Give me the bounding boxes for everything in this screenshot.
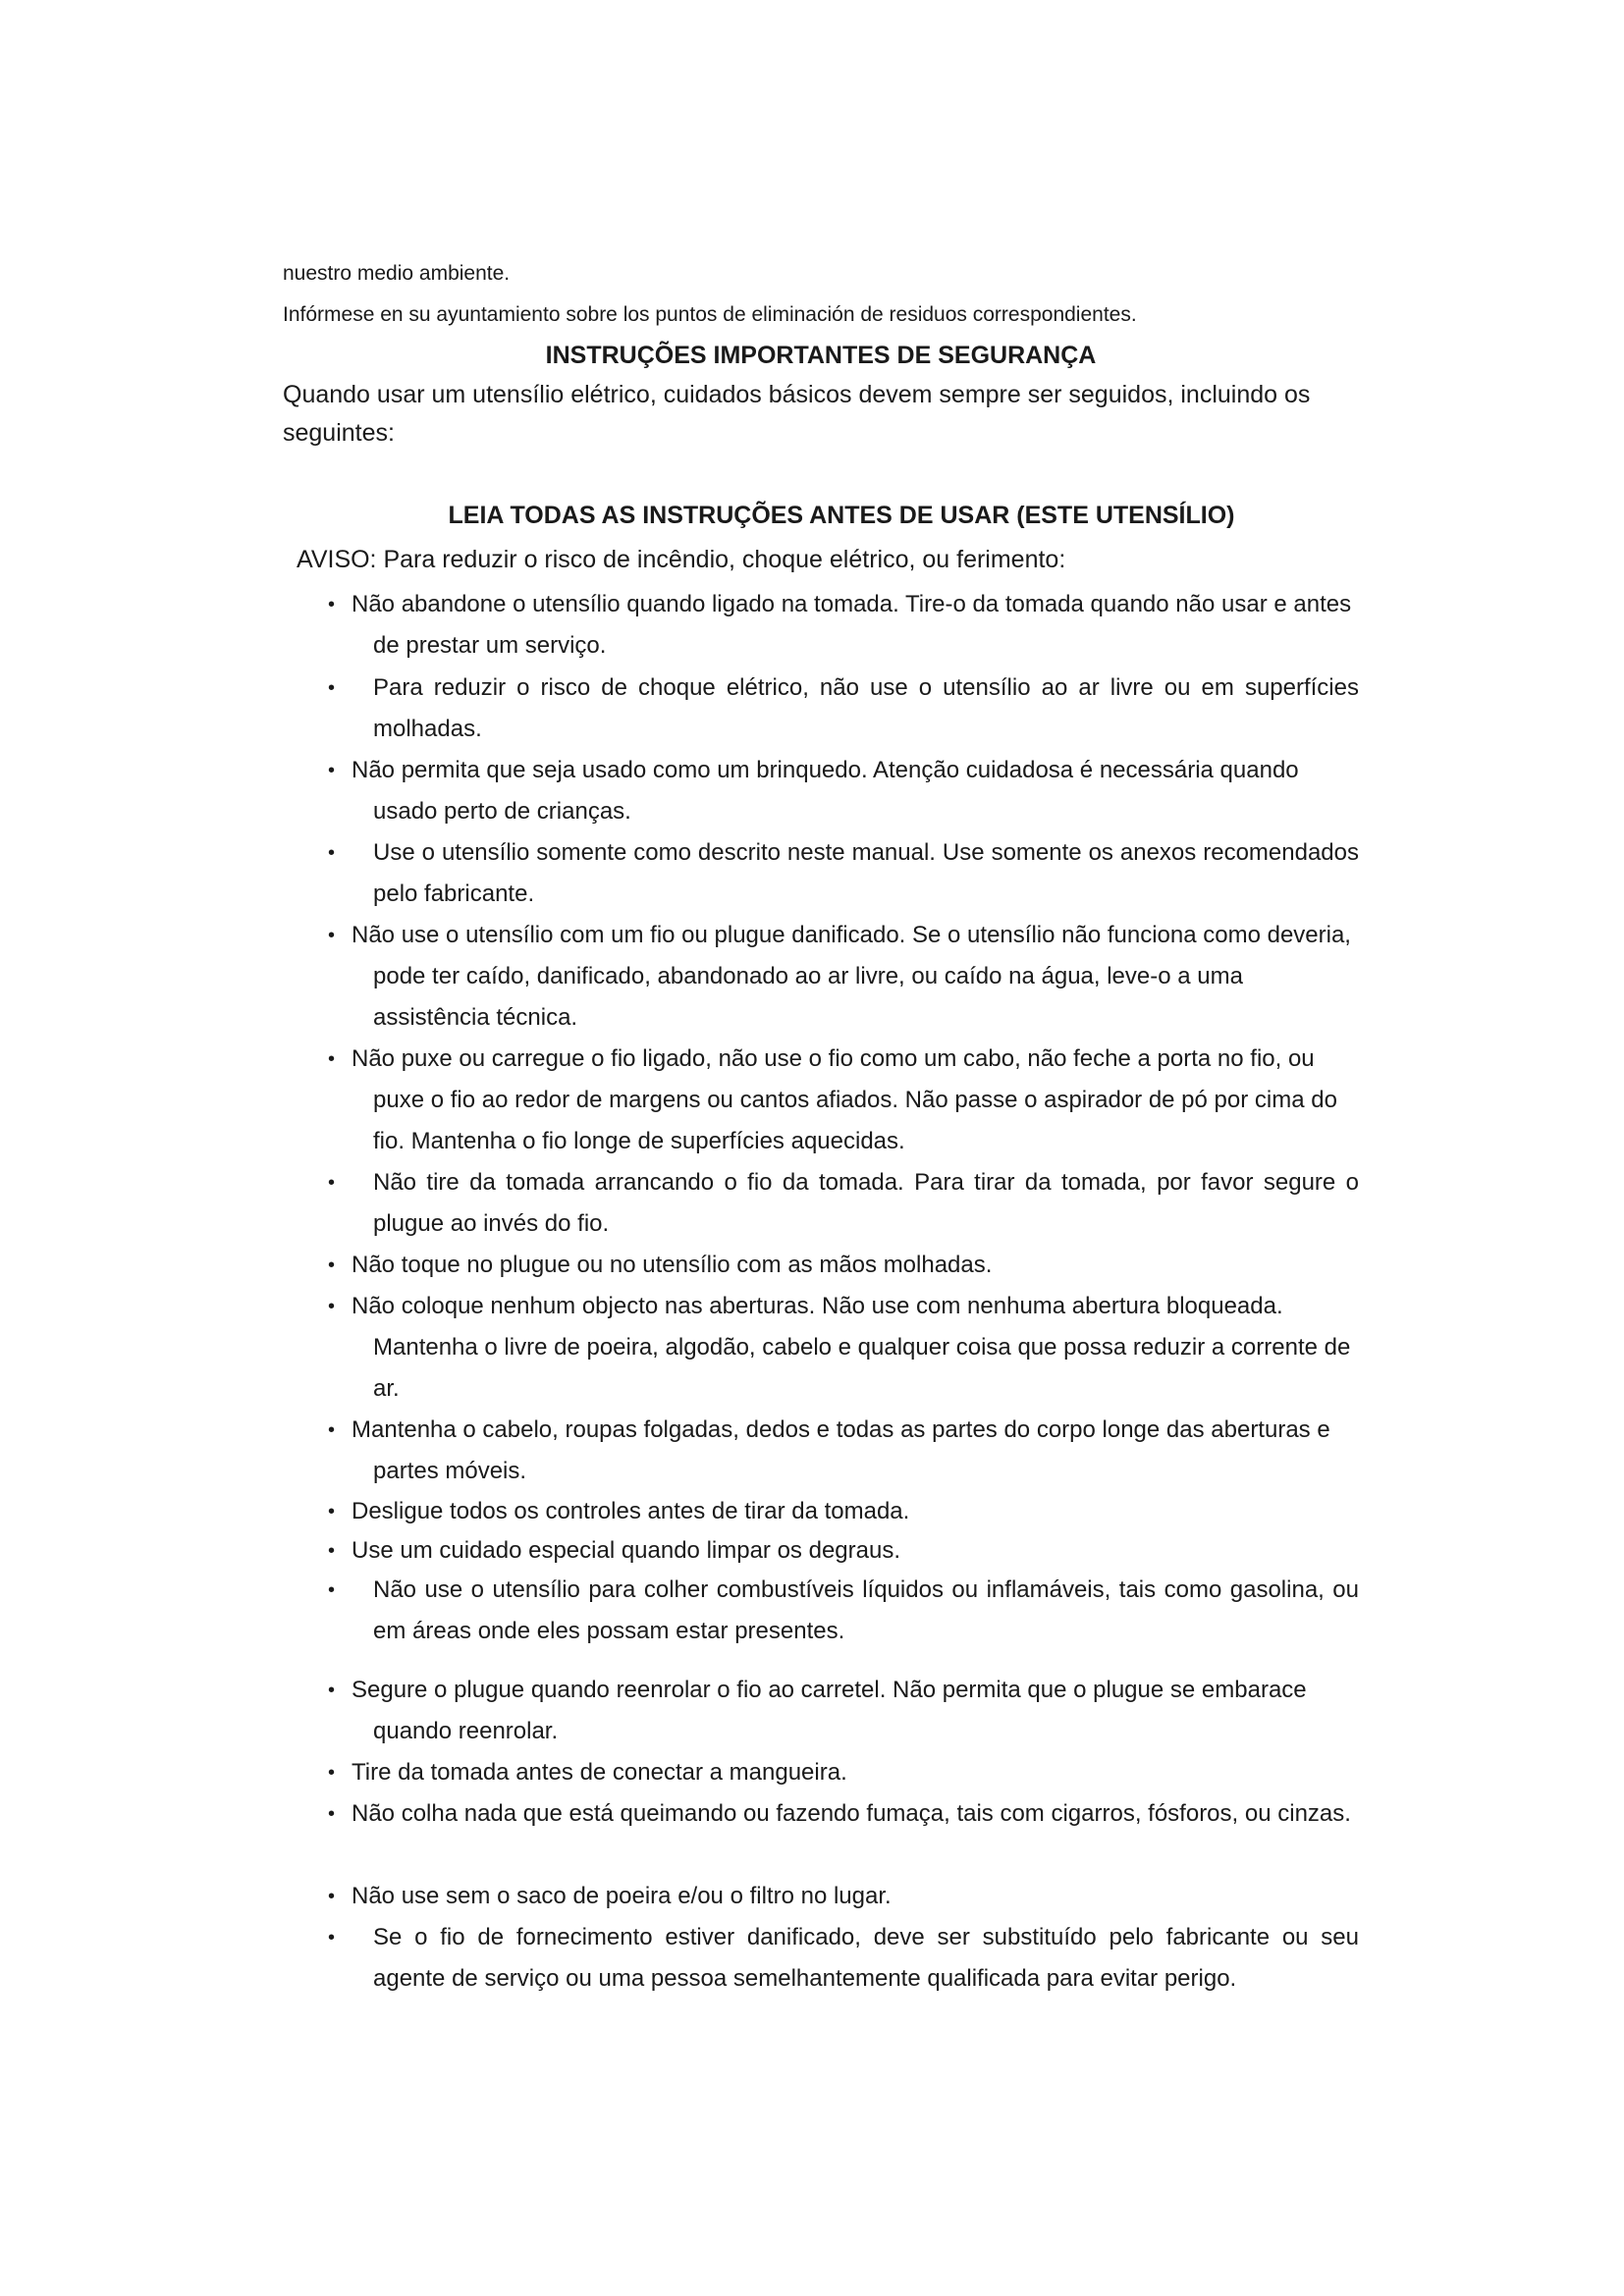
bullet-dot: • — [328, 594, 336, 615]
bullet-dot: • — [328, 842, 336, 864]
bullet-dot: • — [328, 1048, 336, 1070]
list-item: • Tire da tomada antes de conectar a mangueira. — [328, 1752, 1359, 1793]
bullet-dot: • — [328, 1296, 336, 1317]
list-item: • Não toque no plugue ou no utensílio com as mãos molhadas. — [328, 1245, 1359, 1286]
bullet-dot: • — [328, 1255, 336, 1276]
list-item: • Mantenha o cabelo, roupas folgadas, dedos e todas as partes do corpo longe das aberturas e partes móveis. — [328, 1410, 1359, 1492]
intro-paragraph: Quando usar um utensílio elétrico, cuidados básicos devem sempre ser seguidos, incluindo os seguintes: — [283, 381, 1311, 447]
list-item: • Não colha nada que está queimando ou fazendo fumaça, tais com cigarros, fósforos, ou cinzas. — [328, 1793, 1359, 1835]
list-item: • Não use o utensílio com um fio ou plugue danificado. Se o utensílio não funciona como deveria, pode ter caído, danificado, abandonado ao ar livre, ou caído na água, leve-o a uma assistência técnica. — [328, 915, 1359, 1039]
warning-line: AVISO: Para reduzir o risco de incêndio, choque elétrico, ou ferimento: — [297, 546, 1066, 573]
spanish-line-1: nuestro medio ambiente. — [283, 262, 511, 285]
bullet-dot: • — [328, 925, 336, 946]
bullet-dot: • — [328, 1419, 336, 1441]
list-item: • Se o fio de fornecimento estiver danificado, deve ser substituído pelo fabricante ou seu agente de serviço ou uma pessoa semelhantemente qualificada para evitar perigo. — [328, 1917, 1359, 2000]
list-item: • Segure o plugue quando reenrolar o fio ao carretel. Não permita que o plugue se embarace quando reenrolar. — [328, 1670, 1359, 1752]
bullet-dot: • — [328, 1579, 336, 1601]
list-item: • Não use sem o saco de poeira e/ou o filtro no lugar. — [328, 1876, 1359, 1917]
list-item: • Não abandone o utensílio quando ligado na tomada. Tire-o da tomada quando não usar e antes de prestar um serviço. — [328, 584, 1359, 667]
bullet-dot: • — [328, 1172, 336, 1194]
list-item: • Não tire da tomada arrancando o fio da tomada. Para tirar da tomada, por favor segure o plugue ao invés do fio. — [328, 1162, 1359, 1245]
bullet-dot: • — [328, 1886, 336, 1907]
bullet-dot: • — [328, 1501, 336, 1522]
list-item: • Não coloque nenhum objecto nas aberturas. Não use com nenhuma abertura bloqueada. Mantenha o livre de poeira, algodão, cabelo e qualquer coisa que possa reduzir a corrente de ar. — [328, 1286, 1359, 1410]
list-item: • Para reduzir o risco de choque elétrico, não use o utensílio ao ar livre ou em superfícies molhadas. — [328, 667, 1359, 750]
bullet-dot: • — [328, 677, 336, 699]
spanish-line-2: Infórmese en su ayuntamiento sobre los puntos de eliminación de residuos correspondientes. — [283, 303, 1137, 326]
read-all-heading: LEIA TODAS AS INSTRUÇÕES ANTES DE USAR (ESTE UTENSÍLIO) — [448, 502, 1235, 529]
safety-heading: INSTRUÇÕES IMPORTANTES DE SEGURANÇA — [545, 342, 1097, 369]
bullet-dot: • — [328, 1803, 336, 1825]
list-item: • Use um cuidado especial quando limpar os degraus. — [328, 1530, 1359, 1572]
bullet-dot: • — [328, 1680, 336, 1701]
list-item: • Não puxe ou carregue o fio ligado, não use o fio como um cabo, não feche a porta no fio, ou puxe o fio ao redor de margens ou cantos afiados. Não passe o aspirador de pó por cima do fio. Mantenha o fio longe de superfícies aquecidas. — [328, 1039, 1359, 1162]
bullet-dot: • — [328, 1927, 336, 1949]
list-item: • Não permita que seja usado como um brinquedo. Atenção cuidadosa é necessária quando usado perto de crianças. — [328, 750, 1359, 832]
list-item: • Use o utensílio somente como descrito neste manual. Use somente os anexos recomendados pelo fabricante. — [328, 832, 1359, 915]
bullet-dot: • — [328, 760, 336, 781]
bullet-dot: • — [328, 1540, 336, 1562]
list-item: • Não use o utensílio para colher combustíveis líquidos ou inflamáveis, tais como gasolina, ou em áreas onde eles possam estar presentes. — [328, 1570, 1359, 1652]
bullet-dot: • — [328, 1762, 336, 1784]
list-item: • Desligue todos os controles antes de tirar da tomada. — [328, 1491, 1359, 1532]
